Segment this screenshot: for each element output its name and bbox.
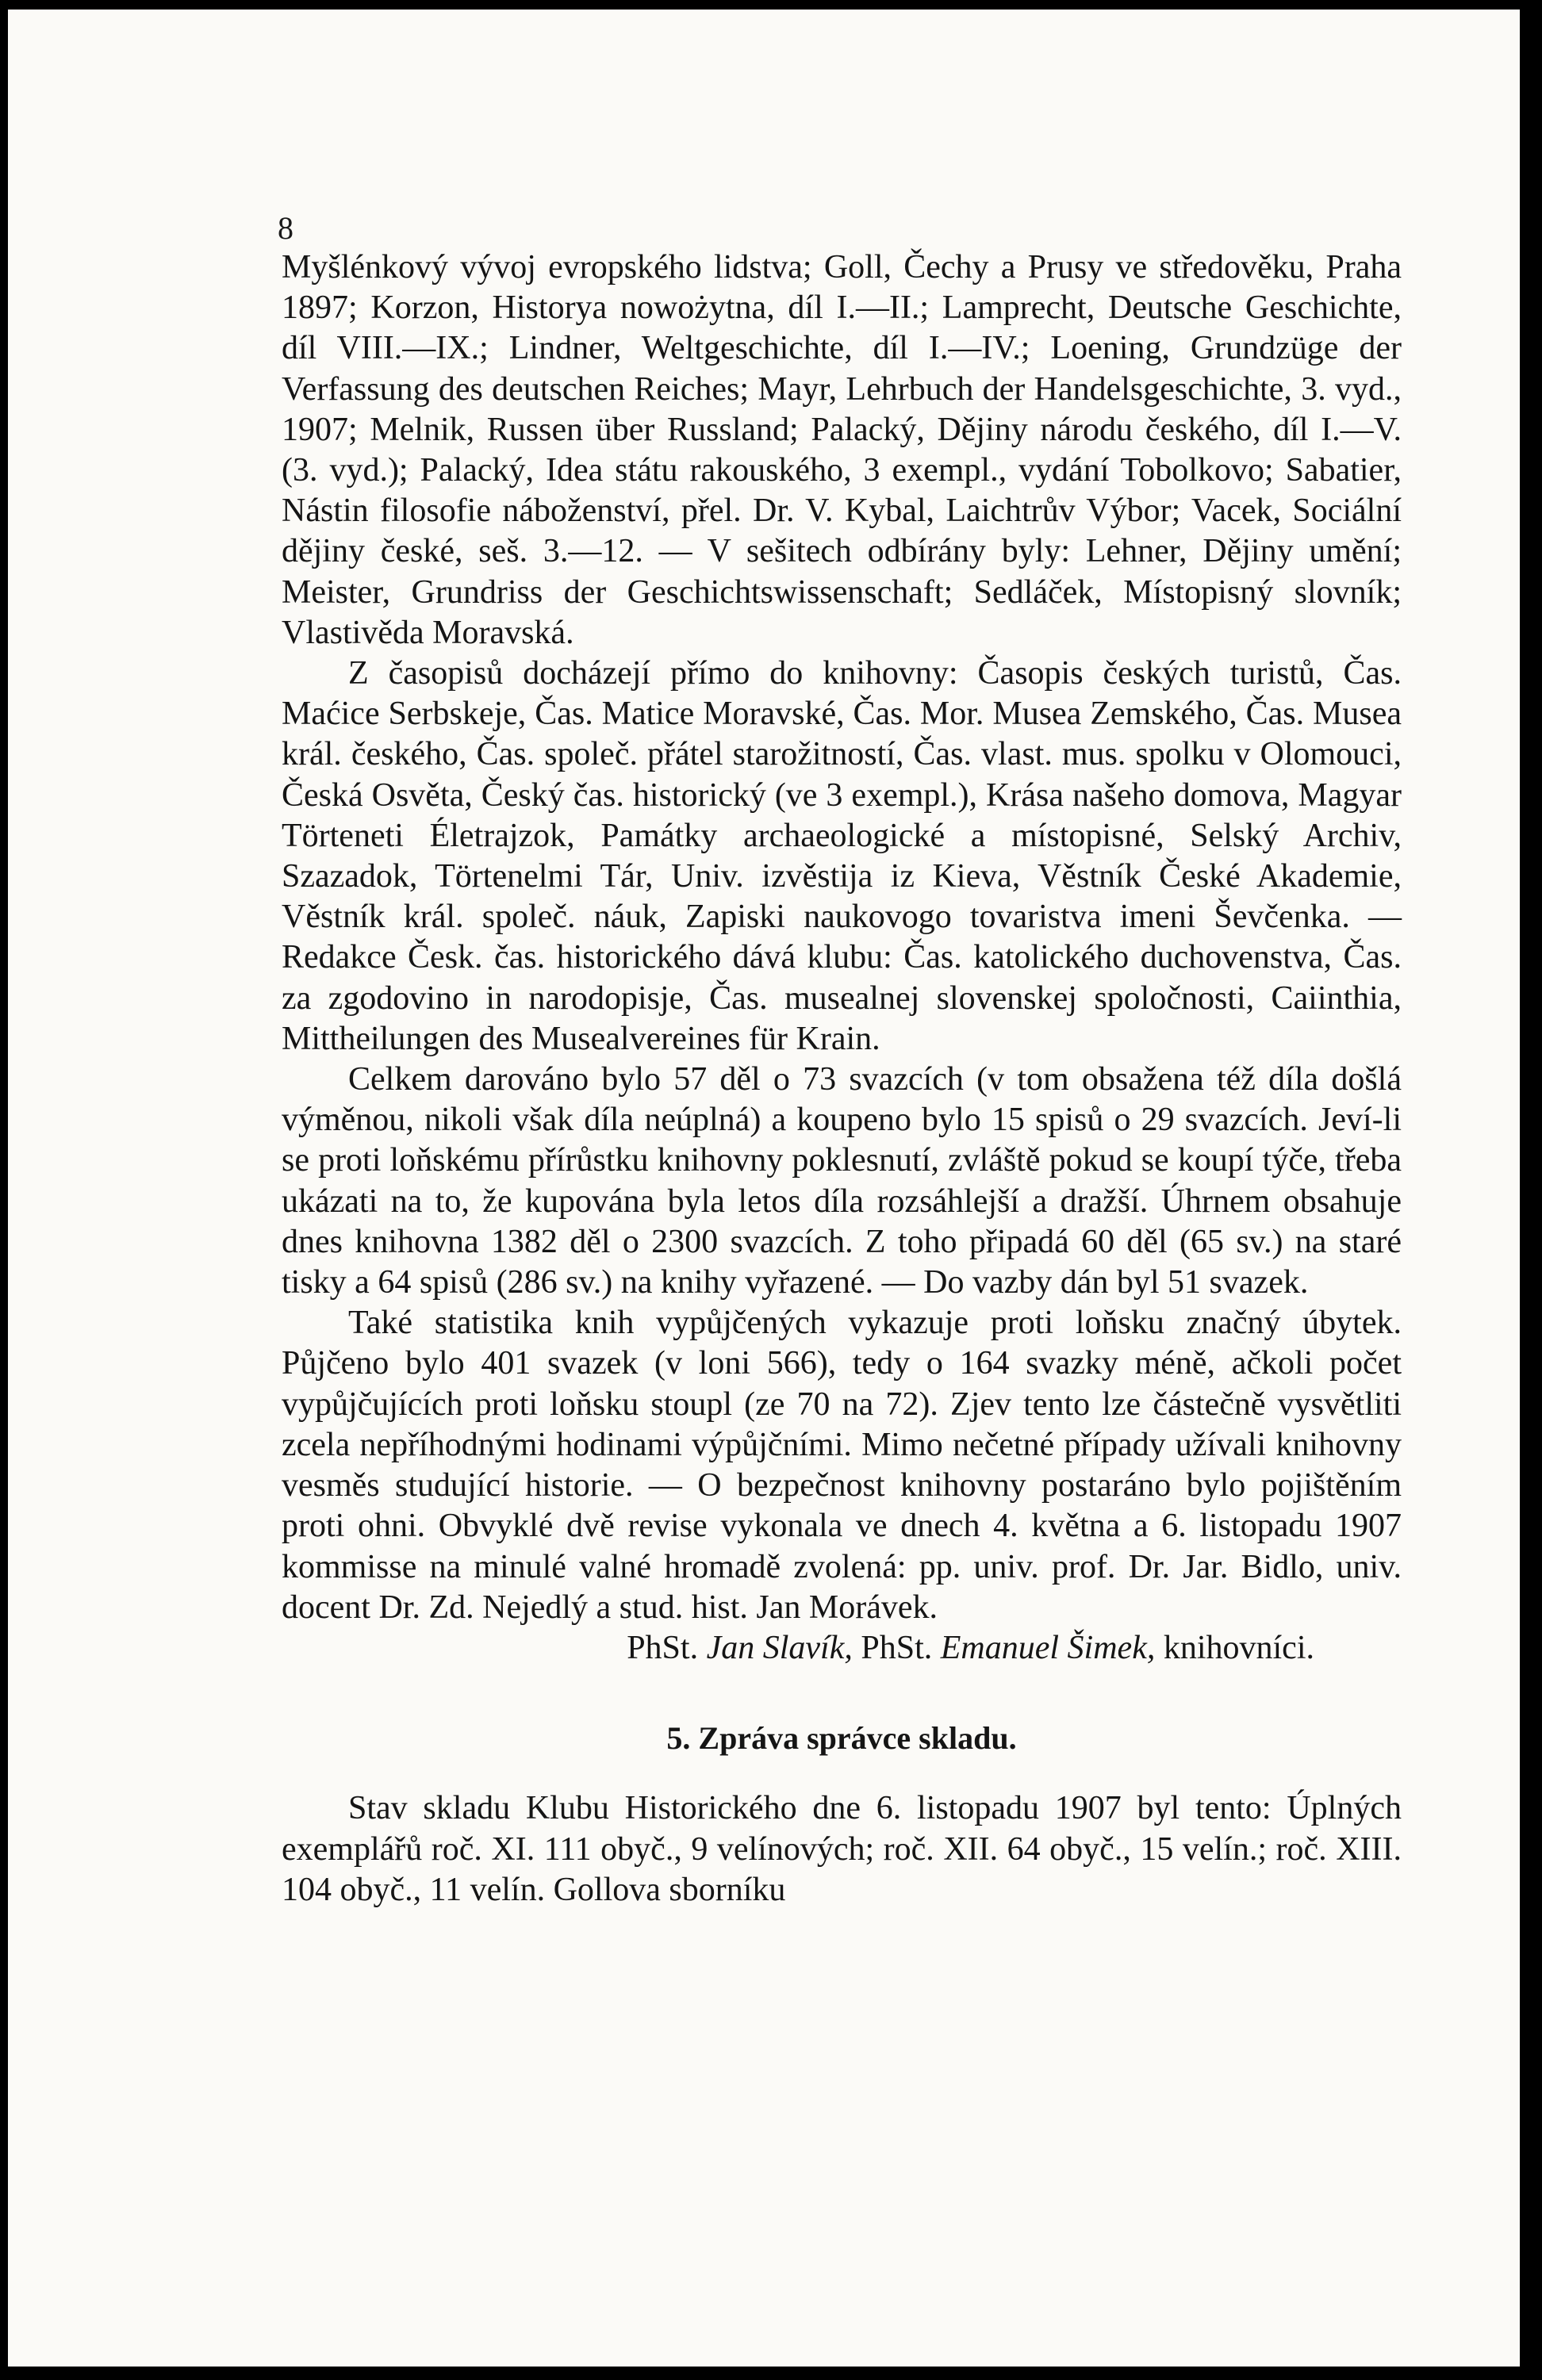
document-body (282, 247, 1402, 1911)
signature-title-2: PhSt. (861, 1629, 933, 1666)
paragraph-periodicals: Z časopisů docházejí přímo do knihovny: Časopis českých turistů, Čas. Maćice Serbskeje, Čas. Matice Moravské, Čas. Mor. Musea Zemského, Čas. Musea král. českého, Čas. společ. přátel starožitností, Čas. vlast. mus. spolku v Olomouci, Česká Osvěta, Český čas. historický (ve 3 exempl.), Krása našeho domova, Magyar Törteneti Életrajzok, Památky archaeologické a místopisné, Selský Archiv, Szazadok, Törtenelmi Tár, Univ. izvěstija iz Kieva, Věstník České Akademie, Věstník král. společ. náuk, Zapiski naukovogo tovaristva imeni Ševčenka. — Redakce Česk. čas. historického dává klubu: Čas. katolického duchovenstva, Čas. za zgodovino in narodopisje, Čas. musealnej slovenskej spoločnosti, Caiinthia, Mittheilungen des Musealvereines für Krain. (282, 655, 1402, 1057)
paragraph-warehouse: Stav skladu Klubu Historického dne 6. listopadu 1907 byl tento: Úplných exemplářů roč. XI. 111 obyč., 9 velínových; roč. XII. 64 obyč., 15 velín.; roč. XIII. 104 obyč., 11 velín. Gollova sborníku (282, 1790, 1402, 1908)
signature-line (282, 1628, 1402, 1669)
section-heading: 5. Zpráva správce skladu. (666, 1720, 1017, 1757)
paragraph-statistics-loans: Také statistika knih vypůjčených vykazuje proti loňsku značný úbytek. Půjčeno bylo 401 svazek (v loni 566), tedy o 164 svazky méně, ačkoli počet vypůjčujících proti loňsku stoupl (ze 70 na 72). Zjev tento lze částečně vysvětliti zcela nepříhodnými hodinami výpůjčními. Mimo nečetné případy užívali knihovny vesměs studující historie. — O bezpečnost knihovny postaráno bylo pojištěním proti ohni. Obvyklé dvě revise vykonala ve dnech 4. května a 6. listopadu 1907 kommisse na minulé valné hromadě zvolená: pp. univ. prof. Dr. Jar. Bidlo, univ. docent Dr. Zd. Nejedlý a stud. hist. Jan Morávek. (282, 1305, 1402, 1626)
signature-name-2: Emanuel Šimek, (940, 1629, 1156, 1666)
signature-name-1: Jan Slavík, (706, 1629, 853, 1666)
paragraph-statistics-donations: Celkem darováno bylo 57 děl o 73 svazcích (v tom obsažena též díla došlá výměnou, nikoli však díla neúplná) a koupeno bylo 15 spisů o 29 svazcích. Jeví-li se proti loňskému přírůstku knihovny poklesnutí, zvláště pokud se koupí týče, třeba ukázati na to, že kupována byla letos díla rozsáhlejší a dražší. Úhrnem obsahuje dnes knihovna 1382 děl o 2300 svazcích. Z toho připadá 60 děl (65 sv.) na staré tisky a 64 spisů (286 sv.) na knihy vyřazené. — Do vazby dán byl 51 svazek. (282, 1061, 1402, 1301)
page-number: 8 (278, 210, 293, 246)
page-sheet (8, 10, 1520, 2367)
signature-title-1: PhSt. (627, 1629, 699, 1666)
paragraph-acquisitions-list: Myšlénkový vývoj evropského lidstva; Goll, Čechy a Prusy ve středověku, Praha 1897; Korzon, Historya nowożytna, díl I.—II.; Lamprecht, Deutsche Geschichte, díl VIII.—IX.; Lindner, Weltgeschichte, díl I.—IV.; Loening, Grundzüge der Verfassung des deutschen Reiches; Mayr, Lehrbuch der Handelsgeschichte, 3. vyd., 1907; Melnik, Russen über Russland; Palacký, Dějiny národu českého, díl I.—V. (3. vyd.); Palacký, Idea státu rakouského, 3 exempl., vydání Tobolkovo; Sabatier, Nástin filosofie náboženství, přel. Dr. V. Kybal, Laichtrův Výbor; Vacek, Sociální dějiny české, seš. 3.—12. — V sešitech odbírány byly: Lehner, Dějiny umění; Meister, Grundriss der Geschichtswissenschaft; Sedláček, Místopisný slovník; Vlastivěda Moravská. (282, 249, 1402, 651)
signature-role: knihovníci. (1163, 1629, 1314, 1666)
